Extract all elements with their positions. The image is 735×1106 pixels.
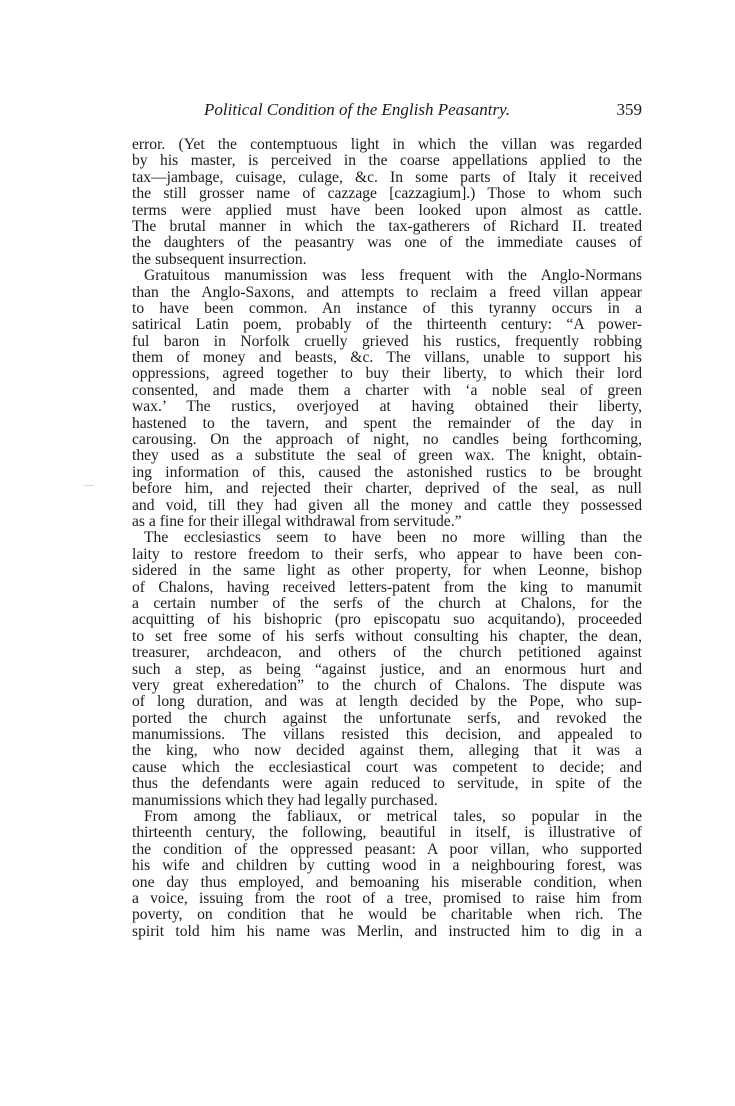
- page-number: 359: [616, 100, 642, 119]
- text-line: manumissions. The villans resisted this decision, and appealed to: [132, 727, 642, 744]
- text-line: sidered in the same light as other property, for when Leonne, bishop: [132, 563, 642, 580]
- text-line: consented, and made them a charter with ‘a noble seal of green: [132, 382, 642, 399]
- text-line: to set free some of his serfs without consulting his chapter, the dean,: [132, 628, 642, 645]
- text-line: by his master, is perceived in the coarse appellations applied to the: [132, 153, 642, 170]
- text-line: acquitting of his bishopric (pro episcopatu suo acquitando), proceeded: [132, 612, 642, 629]
- text-line: poverty, on condition that he would be charitable when rich. The: [132, 907, 642, 924]
- margin-smudge: —: [84, 480, 94, 491]
- text-line: thirteenth century, the following, beautiful in itself, is illustrative of: [132, 825, 642, 842]
- text-line: before him, and rejected their charter, deprived of the seal, as null: [132, 481, 642, 498]
- text-line: a voice, issuing from the root of a tree, promised to raise him from: [132, 890, 642, 907]
- text-line: error. (Yet the contemptuous light in which the villan was regarded: [132, 137, 642, 153]
- text-line: they used as a substitute the seal of green wax. The knight, obtain-: [132, 448, 642, 465]
- text-line: ing information of this, caused the astonished rustics to be brought: [132, 464, 642, 481]
- body-text: [132, 137, 642, 940]
- text-line: terms were applied must have been looked upon almost as cattle.: [132, 202, 642, 219]
- text-line: ported the church against the unfortunate serfs, and revoked the: [132, 710, 642, 727]
- text-line: of Chalons, having received letters-patent from the king to manumit: [132, 579, 642, 596]
- text-line: manumissions which they had legally purchased.: [132, 792, 438, 809]
- text-line: Gratuitous manumission was less frequent with the Anglo-Normans: [144, 268, 642, 285]
- text-line: The brutal manner in which the tax-gatherers of Richard II. treated: [132, 218, 642, 235]
- text-line: a certain number of the serfs of the church at Chalons, for the: [132, 595, 642, 612]
- text-line: as a fine for their illegal withdrawal from servitude.”: [132, 513, 462, 530]
- text-line: the condition of the oppressed peasant: A poor villan, who supported: [132, 841, 642, 858]
- text-line: the still grosser name of cazzage [cazzagium].) Those to whom such: [132, 186, 642, 203]
- text-line: the subsequent insurrection.: [132, 251, 307, 268]
- text-line: ful baron in Norfolk cruelly grieved his rustics, frequently robbing: [132, 333, 642, 350]
- text-line: hastened to the tavern, and spent the remainder of the day in: [132, 415, 642, 432]
- text-line: carousing. On the approach of night, no candles being forthcoming,: [132, 432, 642, 449]
- text-line: very great exheredation” to the church of Chalons. The dispute was: [132, 677, 642, 694]
- text-line: his wife and children by cutting wood in a neighbouring forest, was: [132, 858, 642, 875]
- running-title: Political Condition of the English Peasantry.: [204, 100, 510, 119]
- text-line: to have been common. An instance of this tyranny occurs in a: [132, 300, 642, 317]
- text-line: treasurer, archdeacon, and others of the church petitioned against: [132, 645, 642, 662]
- text-line: oppressions, agreed together to buy their liberty, to which their lord: [132, 366, 642, 383]
- text-line: one day thus employed, and bemoaning his miserable condition, when: [132, 874, 642, 891]
- text-line: tax—jambage, cuisage, culage, &c. In some parts of Italy it received: [132, 169, 642, 186]
- text-line: and void, till they had given all the money and cattle they possessed: [132, 497, 642, 514]
- text-line: satirical Latin poem, probably of the thirteenth century: “A power-: [132, 317, 642, 334]
- text-line: spirit told him his name was Merlin, and instructed him to dig in a: [132, 923, 642, 940]
- text-line: than the Anglo-Saxons, and attempts to reclaim a freed villan appear: [132, 284, 642, 301]
- text-line: The ecclesiastics seem to have been no more willing than the: [144, 530, 642, 547]
- text-line: thus the defendants were again reduced to servitude, in spite of the: [132, 776, 642, 793]
- text-line: of long duration, and was at length decided by the Pope, who sup-: [132, 694, 642, 711]
- text-line: From among the fabliaux, or metrical tales, so popular in the: [144, 809, 642, 826]
- text-line: the king, who now decided against them, alleging that it was a: [132, 743, 642, 760]
- text-line: the daughters of the peasantry was one of the immediate causes of: [132, 235, 642, 252]
- text-line: cause which the ecclesiastical court was competent to decide; and: [132, 759, 642, 776]
- text-line: wax.’ The rustics, overjoyed at having obtained their liberty,: [132, 399, 642, 416]
- text-line: laity to restore freedom to their serfs, who appear to have been con-: [132, 546, 642, 563]
- text-line: them of money and beasts, &c. The villans, unable to support his: [132, 350, 642, 367]
- text-line: such a step, as being “against justice, and an enormous hurt and: [132, 661, 642, 678]
